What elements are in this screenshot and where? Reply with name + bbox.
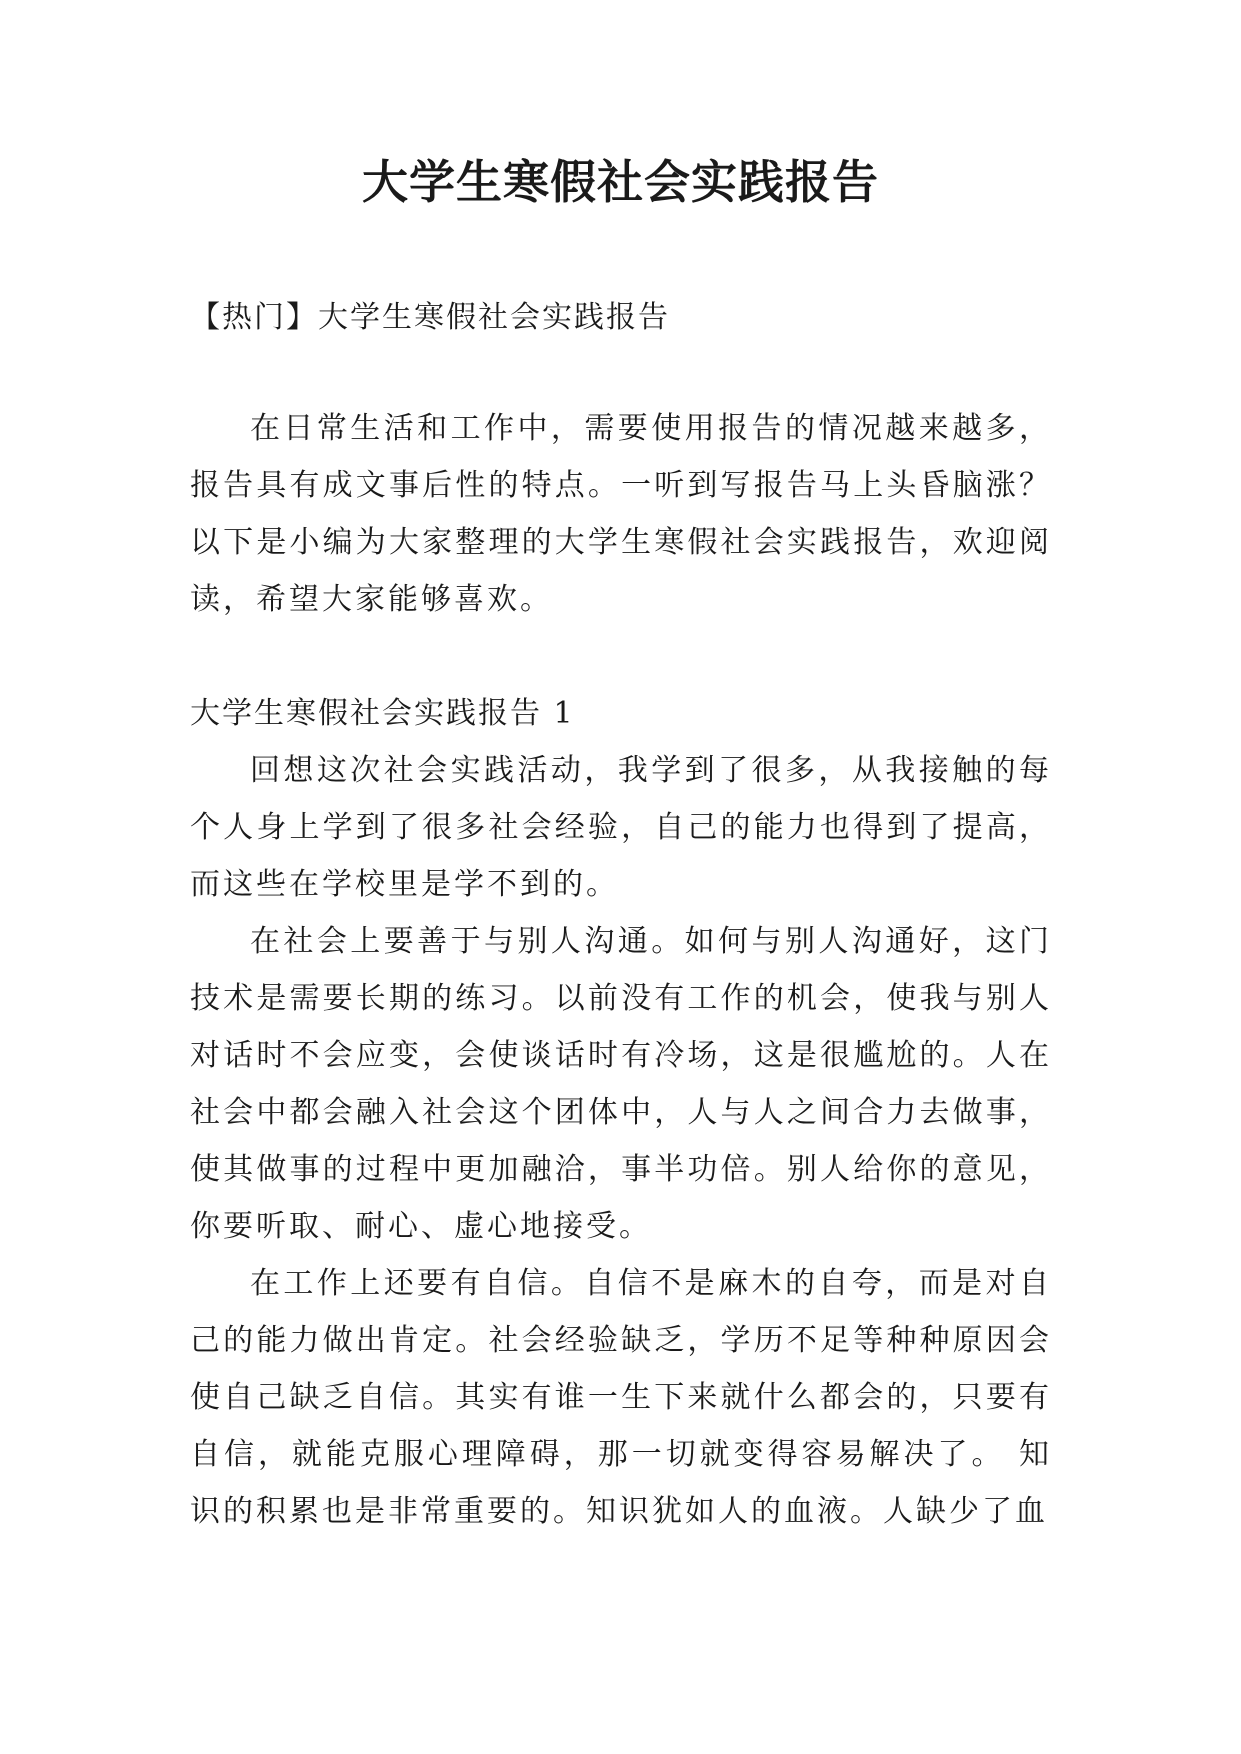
section-heading: 大学生寒假社会实践报告 1 <box>190 696 575 731</box>
body-paragraph: 回想这次社会实践活动，我学到了很多，从我接触的每个人身上学到了很多社会经验，自己的能力也得到了提高，而这些在学校里是学不到的。 <box>190 753 1052 902</box>
body-paragraph: 在社会上要善于与别人沟通。如何与别人沟通好，这门技术是需要长期的练习。以前没有工作的机会，使我与别人对话时不会应变，会使谈话时有冷场，这是很尴尬的。人在社会中都会融入社会这个团体中，人与人之间合力去做事，使其做事的过程中更加融洽，事半功倍。别人给你的意见，你要听取、耐心、虚心地接受。 <box>190 924 1052 1244</box>
document-subtitle: 【热门】大学生寒假社会实践报告 <box>190 300 670 335</box>
document-title: 大学生寒假社会实践报告 <box>362 155 879 209</box>
body-paragraph: 在工作上还要有自信。自信不是麻木的自夸，而是对自己的能力做出肯定。社会经验缺乏，学历不足等种种原因会使自己缺乏自信。其实有谁一生下来就什么都会的，只要有自信，就能克服心理障碍，那一切就变得容易解决了。 知识的积累也是非常重要的。知识犹如人的血液。人缺少了血 <box>190 1266 1052 1529</box>
intro-paragraph: 在日常生活和工作中，需要使用报告的情况越来越多，报告具有成文事后性的特点。一听到写报告马上头昏脑涨？以下是小编为大家整理的大学生寒假社会实践报告，欢迎阅读，希望大家能够喜欢。 <box>190 411 1052 617</box>
document-body <box>190 400 1052 1540</box>
